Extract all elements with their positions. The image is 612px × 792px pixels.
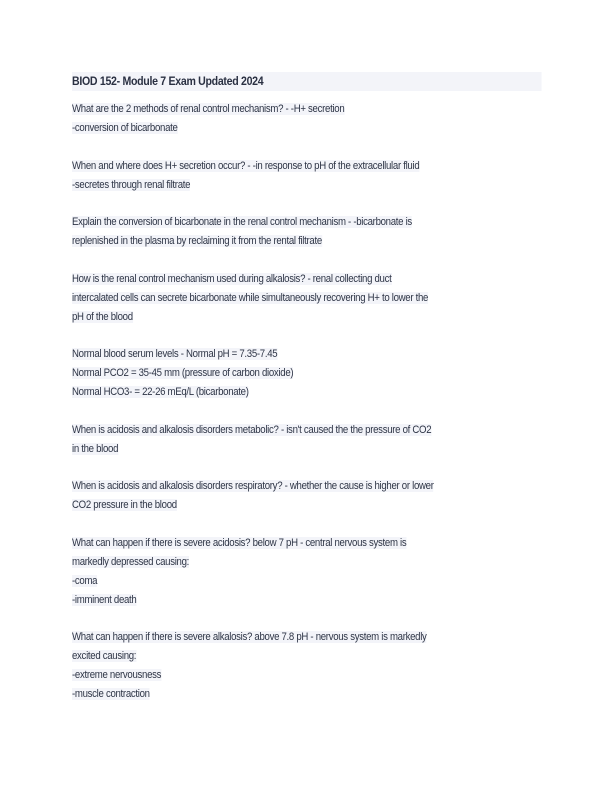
text-line: excited causing: <box>72 650 137 662</box>
qa-item <box>72 421 542 459</box>
text-line: CO2 pressure in the blood <box>72 499 177 511</box>
text-line: When is acidosis and alkalosis disorders respiratory? - whether the cause is higher or lower <box>72 480 434 492</box>
text-line: -conversion of bicarbonate <box>72 122 178 134</box>
text-line: replenished in the plasma by reclaiming it from the rental filtrate <box>72 235 322 247</box>
qa-item <box>72 100 542 138</box>
text-line: -extreme nervousness <box>72 669 162 681</box>
text-line: Normal HCO3- = 22-26 mEq/L (bicarbonate) <box>72 386 249 398</box>
text-line: What are the 2 methods of renal control mechanism? - -H+ secretion <box>72 103 345 115</box>
text-line: -imminent death <box>72 593 137 606</box>
text-line: What can happen if there is severe acidosis? below 7 pH - central nervous system is <box>72 536 407 549</box>
text-line: When and where does H+ secretion occur? - -in response to pH of the extracellular fluid <box>72 159 420 172</box>
qa-item <box>72 534 542 610</box>
text-line: How is the renal control mechanism used during alkalosis? - renal collecting duct <box>72 272 392 285</box>
text-line: in the blood <box>72 442 119 455</box>
text-line: intercalated cells can secrete bicarbonate while simultaneously recovering H+ to lower the <box>72 291 429 304</box>
qa-item <box>72 157 542 195</box>
text-line: markedly depressed causing: <box>72 555 190 568</box>
qa-item <box>72 270 542 327</box>
qa-item <box>72 213 542 251</box>
qa-item <box>72 477 542 515</box>
document-title: BIOD 152- Module 7 Exam Updated 2024 <box>72 72 542 91</box>
text-line: -secretes through renal filtrate <box>72 178 191 191</box>
text-line: Explain the conversion of bicarbonate in the renal control mechanism - -bicarbonate is <box>72 216 412 228</box>
text-line: What can happen if there is severe alkalosis? above 7.8 pH - nervous system is markedly <box>72 631 427 643</box>
qa-item <box>72 628 542 704</box>
qa-item <box>72 345 542 402</box>
document-content <box>72 72 542 723</box>
text-line: Normal blood serum levels - Normal pH = 7.35-7.45 <box>72 348 278 360</box>
text-line: -coma <box>72 574 98 587</box>
text-line: When is acidosis and alkalosis disorders metabolic? - isn't caused the the pressure of CO2 <box>72 423 432 436</box>
text-line: Normal PCO2 = 35-45 mm (pressure of carbon dioxide) <box>72 367 294 379</box>
text-line: pH of the blood <box>72 310 133 323</box>
text-line: -muscle contraction <box>72 688 150 700</box>
